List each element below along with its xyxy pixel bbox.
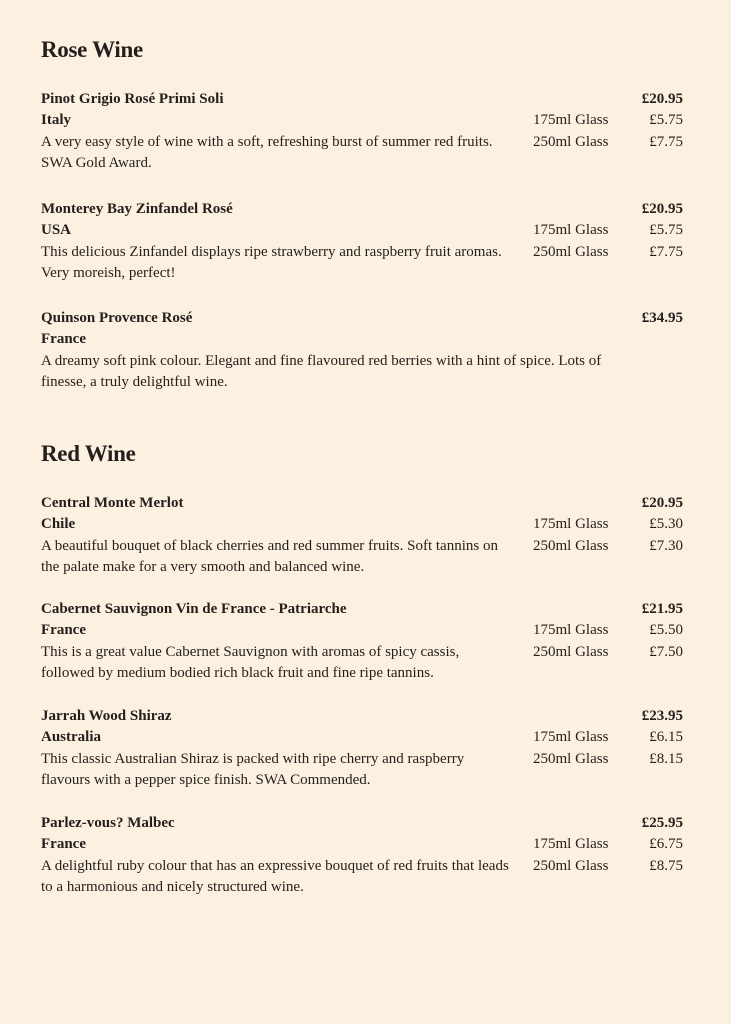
wine-origin: USA — [41, 222, 72, 239]
wine-name: Parlez-vous? Malbec — [41, 815, 175, 831]
glass-size-label: 250ml Glass — [533, 643, 609, 660]
glass-price: £5.75 — [649, 112, 683, 129]
glass-size-label: 250ml Glass — [533, 243, 609, 260]
glass-size-label: 175ml Glass — [533, 112, 609, 129]
glass-size-label: 250ml Glass — [533, 750, 609, 767]
glass-size-label: 250ml Glass — [533, 537, 609, 554]
glass-price: £6.75 — [649, 836, 683, 853]
wine-item — [41, 599, 686, 684]
bottle-price: £23.95 — [641, 708, 683, 724]
wine-item — [41, 706, 686, 791]
wine-item — [41, 199, 686, 284]
glass-price: £8.15 — [649, 750, 683, 767]
wine-item — [41, 308, 686, 393]
bottle-price: £20.95 — [641, 201, 683, 217]
glass-size-label: 250ml Glass — [533, 133, 609, 150]
glass-size-label: 175ml Glass — [533, 622, 609, 639]
red-section-title: Red Wine — [41, 441, 136, 466]
bottle-price: £34.95 — [641, 310, 683, 326]
glass-size-label: 250ml Glass — [533, 857, 609, 874]
wine-description: This is a great value Cabernet Sauvignon with aromas of spicy cassis, followed by medium bodied rich black fruit and fine ripe tannins. — [41, 643, 460, 681]
wine-description: A delightful ruby colour that has an expressive bouquet of red fruits that leads to a harmonious and nicely structured wine. — [41, 857, 509, 895]
wine-origin: Australia — [41, 729, 101, 746]
rose-section-title: Rose Wine — [41, 37, 143, 62]
bottle-price: £21.95 — [641, 601, 683, 617]
glass-price: £7.50 — [649, 643, 683, 660]
glass-price: £7.30 — [649, 537, 683, 554]
wine-origin: France — [41, 622, 86, 639]
wine-description: A very easy style of wine with a soft, refreshing burst of summer red fruits. SWA Gold Award. — [41, 133, 493, 171]
wine-origin: Chile — [41, 516, 76, 533]
glass-price: £7.75 — [649, 243, 683, 260]
wine-description: A beautiful bouquet of black cherries and red summer fruits. Soft tannins on the palate make for a very smooth and balanced wine. — [41, 537, 498, 575]
wine-origin: France — [41, 331, 86, 348]
wine-name: Quinson Provence Rosé — [41, 310, 193, 326]
bottle-price: £20.95 — [641, 91, 683, 107]
wine-name: Central Monte Merlot — [41, 495, 184, 511]
glass-price: £5.75 — [649, 222, 683, 239]
wine-origin: France — [41, 836, 86, 853]
wine-name: Monterey Bay Zinfandel Rosé — [41, 201, 233, 217]
wine-item — [41, 493, 686, 578]
wine-name: Jarrah Wood Shiraz — [41, 708, 172, 724]
glass-size-label: 175ml Glass — [533, 729, 609, 746]
wine-name: Cabernet Sauvignon Vin de France - Patriarche — [41, 601, 347, 617]
wine-description: A dreamy soft pink colour. Elegant and fine flavoured red berries with a hint of spice. Lots of finesse, a truly delightful wine. — [41, 352, 602, 390]
wine-item — [41, 89, 686, 174]
wine-name: Pinot Grigio Rosé Primi Soli — [41, 91, 224, 107]
wine-item — [41, 813, 686, 898]
bottle-price: £25.95 — [641, 815, 683, 831]
wine-origin: Italy — [41, 112, 71, 129]
wine-description: This classic Australian Shiraz is packed with ripe cherry and raspberry flavours with a pepper spice finish. SWA Commended. — [41, 750, 465, 788]
glass-size-label: 175ml Glass — [533, 836, 609, 853]
wine-description: This delicious Zinfandel displays ripe strawberry and raspberry fruit aromas. Very moreish, perfect! — [41, 243, 502, 281]
glass-price: £7.75 — [649, 133, 683, 150]
glass-size-label: 175ml Glass — [533, 516, 609, 533]
glass-price: £5.50 — [649, 622, 683, 639]
bottle-price: £20.95 — [641, 495, 683, 511]
glass-price: £6.15 — [649, 729, 683, 746]
glass-price: £5.30 — [649, 516, 683, 533]
glass-price: £8.75 — [649, 857, 683, 874]
glass-size-label: 175ml Glass — [533, 222, 609, 239]
